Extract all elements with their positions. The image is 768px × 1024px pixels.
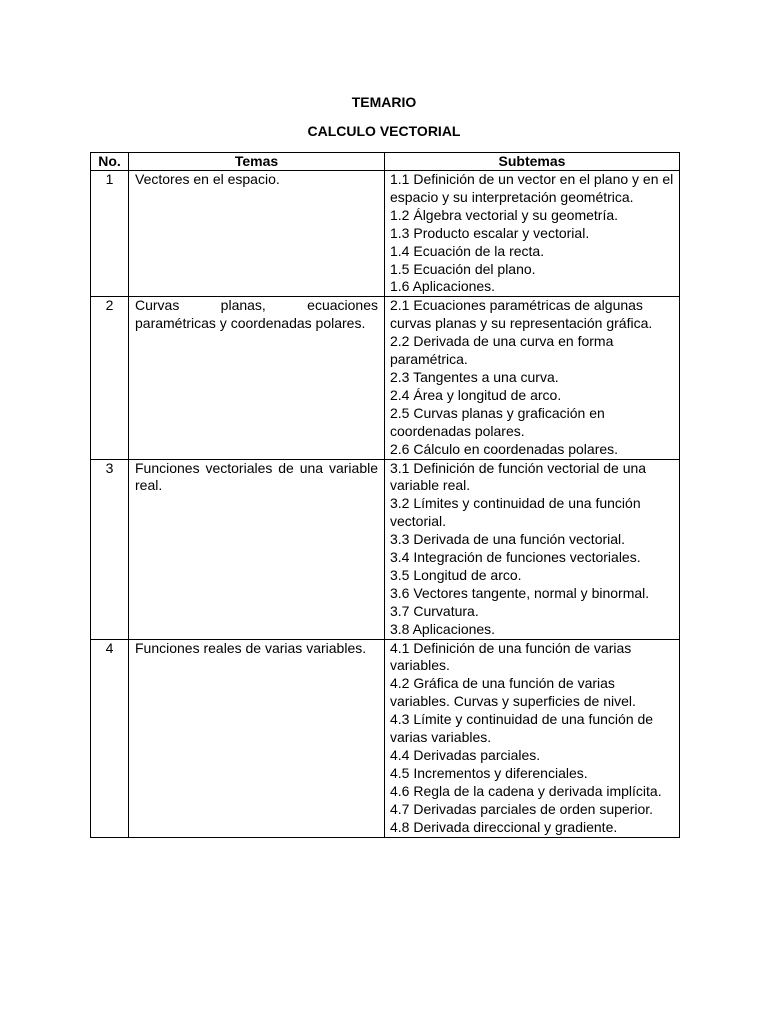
subtema-item: 2.6 Cálculo en coordenadas polares.	[390, 440, 619, 457]
subtema-item: 4.6 Regla de la cadena y derivada implícita.	[390, 782, 662, 799]
row-number: 2	[91, 297, 129, 459]
subtema-item: 4.1 Definición de una función de varias variables.	[390, 639, 632, 674]
header-subtemas: Subtemas	[385, 153, 680, 171]
row-number: 4	[91, 639, 129, 837]
table-row	[91, 639, 680, 837]
row-number: 1	[91, 171, 129, 297]
subtema-item: 3.8 Aplicaciones.	[390, 620, 496, 637]
subtema-item: 3.3 Derivada de una función vectorial.	[390, 531, 626, 548]
table-row	[91, 459, 680, 639]
row-subtemas	[385, 459, 680, 639]
subtema-item: 2.5 Curvas planas y graficación en coordenadas polares.	[390, 404, 605, 439]
subtema-item: 1.2 Álgebra vectorial y su geometría.	[390, 206, 619, 223]
row-tema: Curvas planas, ecuaciones paramétricas y coordenadas polares.	[129, 297, 385, 459]
table-row	[91, 297, 680, 459]
subtema-item: 4.3 Límite y continuidad de una función de varias variables.	[390, 711, 654, 746]
subtema-item: 3.1 Definición de función vectorial de una variable real.	[390, 459, 647, 494]
subtema-item: 3.5 Longitud de arco.	[390, 566, 522, 583]
document-title: TEMARIO	[351, 94, 417, 110]
header-temas: Temas	[129, 153, 385, 171]
subtema-item: 3.7 Curvatura.	[390, 602, 479, 619]
subtema-item: 1.1 Definición de un vector en el plano y en el espacio y su interpretación geométrica.	[390, 171, 674, 205]
subtema-item: 3.4 Integración de funciones vectoriales.	[390, 549, 641, 566]
row-number: 3	[91, 459, 129, 639]
table-body	[91, 171, 680, 838]
subtema-item: 2.1 Ecuaciones paramétricas de algunas curvas planas y su representación gráfica.	[390, 297, 653, 332]
subtema-item: 1.4 Ecuación de la recta.	[390, 242, 545, 259]
subtema-item: 1.5 Ecuación del plano.	[390, 260, 536, 277]
subtema-item: 4.7 Derivadas parciales de orden superior.	[390, 800, 654, 817]
subtema-item: 3.6 Vectores tangente, normal y binormal.	[390, 584, 650, 601]
row-tema: Funciones reales de varias variables.	[129, 639, 385, 837]
subtema-item: 2.4 Área y longitud de arco.	[390, 386, 562, 403]
row-subtemas	[385, 639, 680, 837]
syllabus-table	[90, 152, 680, 838]
subtema-item: 4.5 Incrementos y diferenciales.	[390, 764, 588, 781]
subtema-item: 4.8 Derivada direccional y gradiente.	[390, 818, 618, 835]
subtema-item: 1.3 Producto escalar y vectorial.	[390, 224, 590, 241]
table-row	[91, 171, 680, 297]
row-tema: Funciones vectoriales de una variable real.	[129, 459, 385, 639]
header-no: No.	[91, 153, 129, 171]
document-subtitle: CALCULO VECTORIAL	[307, 123, 461, 139]
subtema-item: 4.4 Derivadas parciales.	[390, 747, 541, 763]
table-header-row	[91, 153, 680, 171]
subtema-item: 2.2 Derivada de una curva en forma paramétrica.	[390, 333, 614, 368]
subtema-item: 4.2 Gráfica de una función de varias variables. Curvas y superficies de nivel.	[390, 675, 636, 710]
table-header	[91, 153, 680, 171]
row-subtemas	[385, 297, 680, 459]
subtema-item: 1.6 Aplicaciones.	[390, 278, 496, 295]
subtema-item: 2.3 Tangentes a una curva.	[390, 368, 559, 385]
row-subtemas	[385, 171, 680, 297]
row-tema: Vectores en el espacio.	[129, 171, 385, 297]
subtema-item: 3.2 Límites y continuidad de una función vectorial.	[390, 495, 641, 530]
